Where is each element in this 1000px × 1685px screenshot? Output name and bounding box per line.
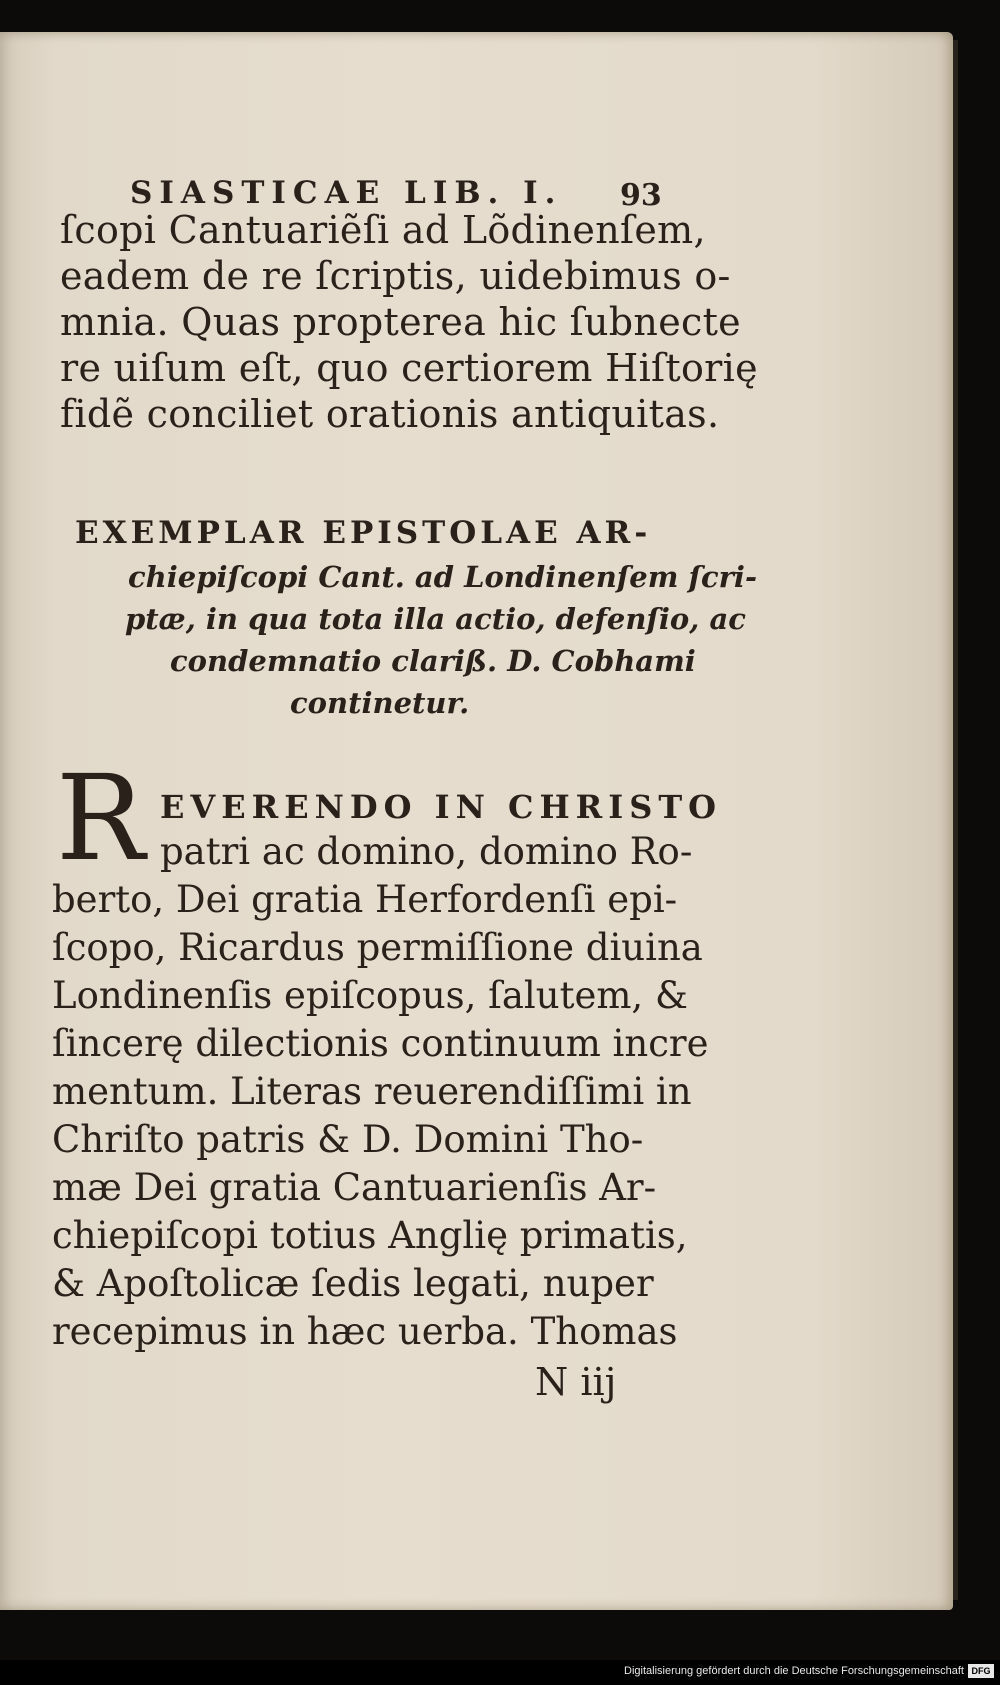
intro-line: re uiſum eſt, quo certiorem Hiſtorię: [60, 346, 758, 390]
intro-line: ſcopi Cantuariẽſi ad Lõdinenſem,: [60, 208, 706, 252]
epistle-heading-line: condemnatio clariß. D. Cobhami: [170, 644, 696, 678]
epistle-heading-line: chiepiſcopi Cant. ad Londinenſem ſcri-: [128, 560, 757, 594]
letter-line: ſincerę dilectionis continuum incre: [52, 1022, 709, 1065]
page-edge: [953, 40, 958, 1600]
epistle-heading-line: ptæ, in qua tota illa actio, defenſio, ac: [125, 602, 746, 636]
letter-opening: EVERENDO IN CHRISTO: [160, 788, 723, 826]
page-number: 93: [620, 178, 662, 213]
letter-line: ſcopo, Ricardus permiſſione diuina: [52, 926, 703, 969]
letter-line: chiepiſcopi totius Anglię primatis,: [52, 1214, 688, 1257]
drop-cap: R: [56, 749, 145, 887]
signature-mark: N iij: [535, 1360, 617, 1404]
letter-line: Londinenſis epiſcopus, ſalutem, &: [52, 974, 688, 1017]
funding-credit: Digitalisierung gefördert durch die Deutsche Forschungsgemeinschaft: [624, 1665, 964, 1677]
letter-line: recepimus in hæc uerba. Thomas: [52, 1310, 678, 1353]
letter-line: Chriſto patris & D. Domini Tho-: [52, 1118, 644, 1161]
intro-line: fidẽ conciliet orationis antiquitas.: [60, 392, 720, 436]
letter-line: & Apoſtolicæ ſedis legati, nuper: [52, 1262, 654, 1305]
intro-line: mnia. Quas propterea hic ſubnecte: [60, 300, 741, 344]
dfg-logo: DFG: [968, 1664, 994, 1678]
letter-line: berto, Dei gratia Herfordenſi epi-: [52, 878, 678, 921]
running-head: SIASTICAE LIB. I.: [130, 175, 563, 211]
intro-line: eadem de re ſcriptis, uidebimus o-: [60, 254, 731, 298]
letter-line: patri ac domino, domino Ro-: [160, 830, 693, 873]
epistle-heading-line: continetur.: [290, 686, 470, 720]
letter-line: mentum. Literas reuerendiſſimi in: [52, 1070, 692, 1113]
epistle-heading: EXEMPLAR EPISTOLAE AR-: [75, 515, 652, 551]
letter-line: mæ Dei gratia Cantuarienſis Ar-: [52, 1166, 657, 1209]
